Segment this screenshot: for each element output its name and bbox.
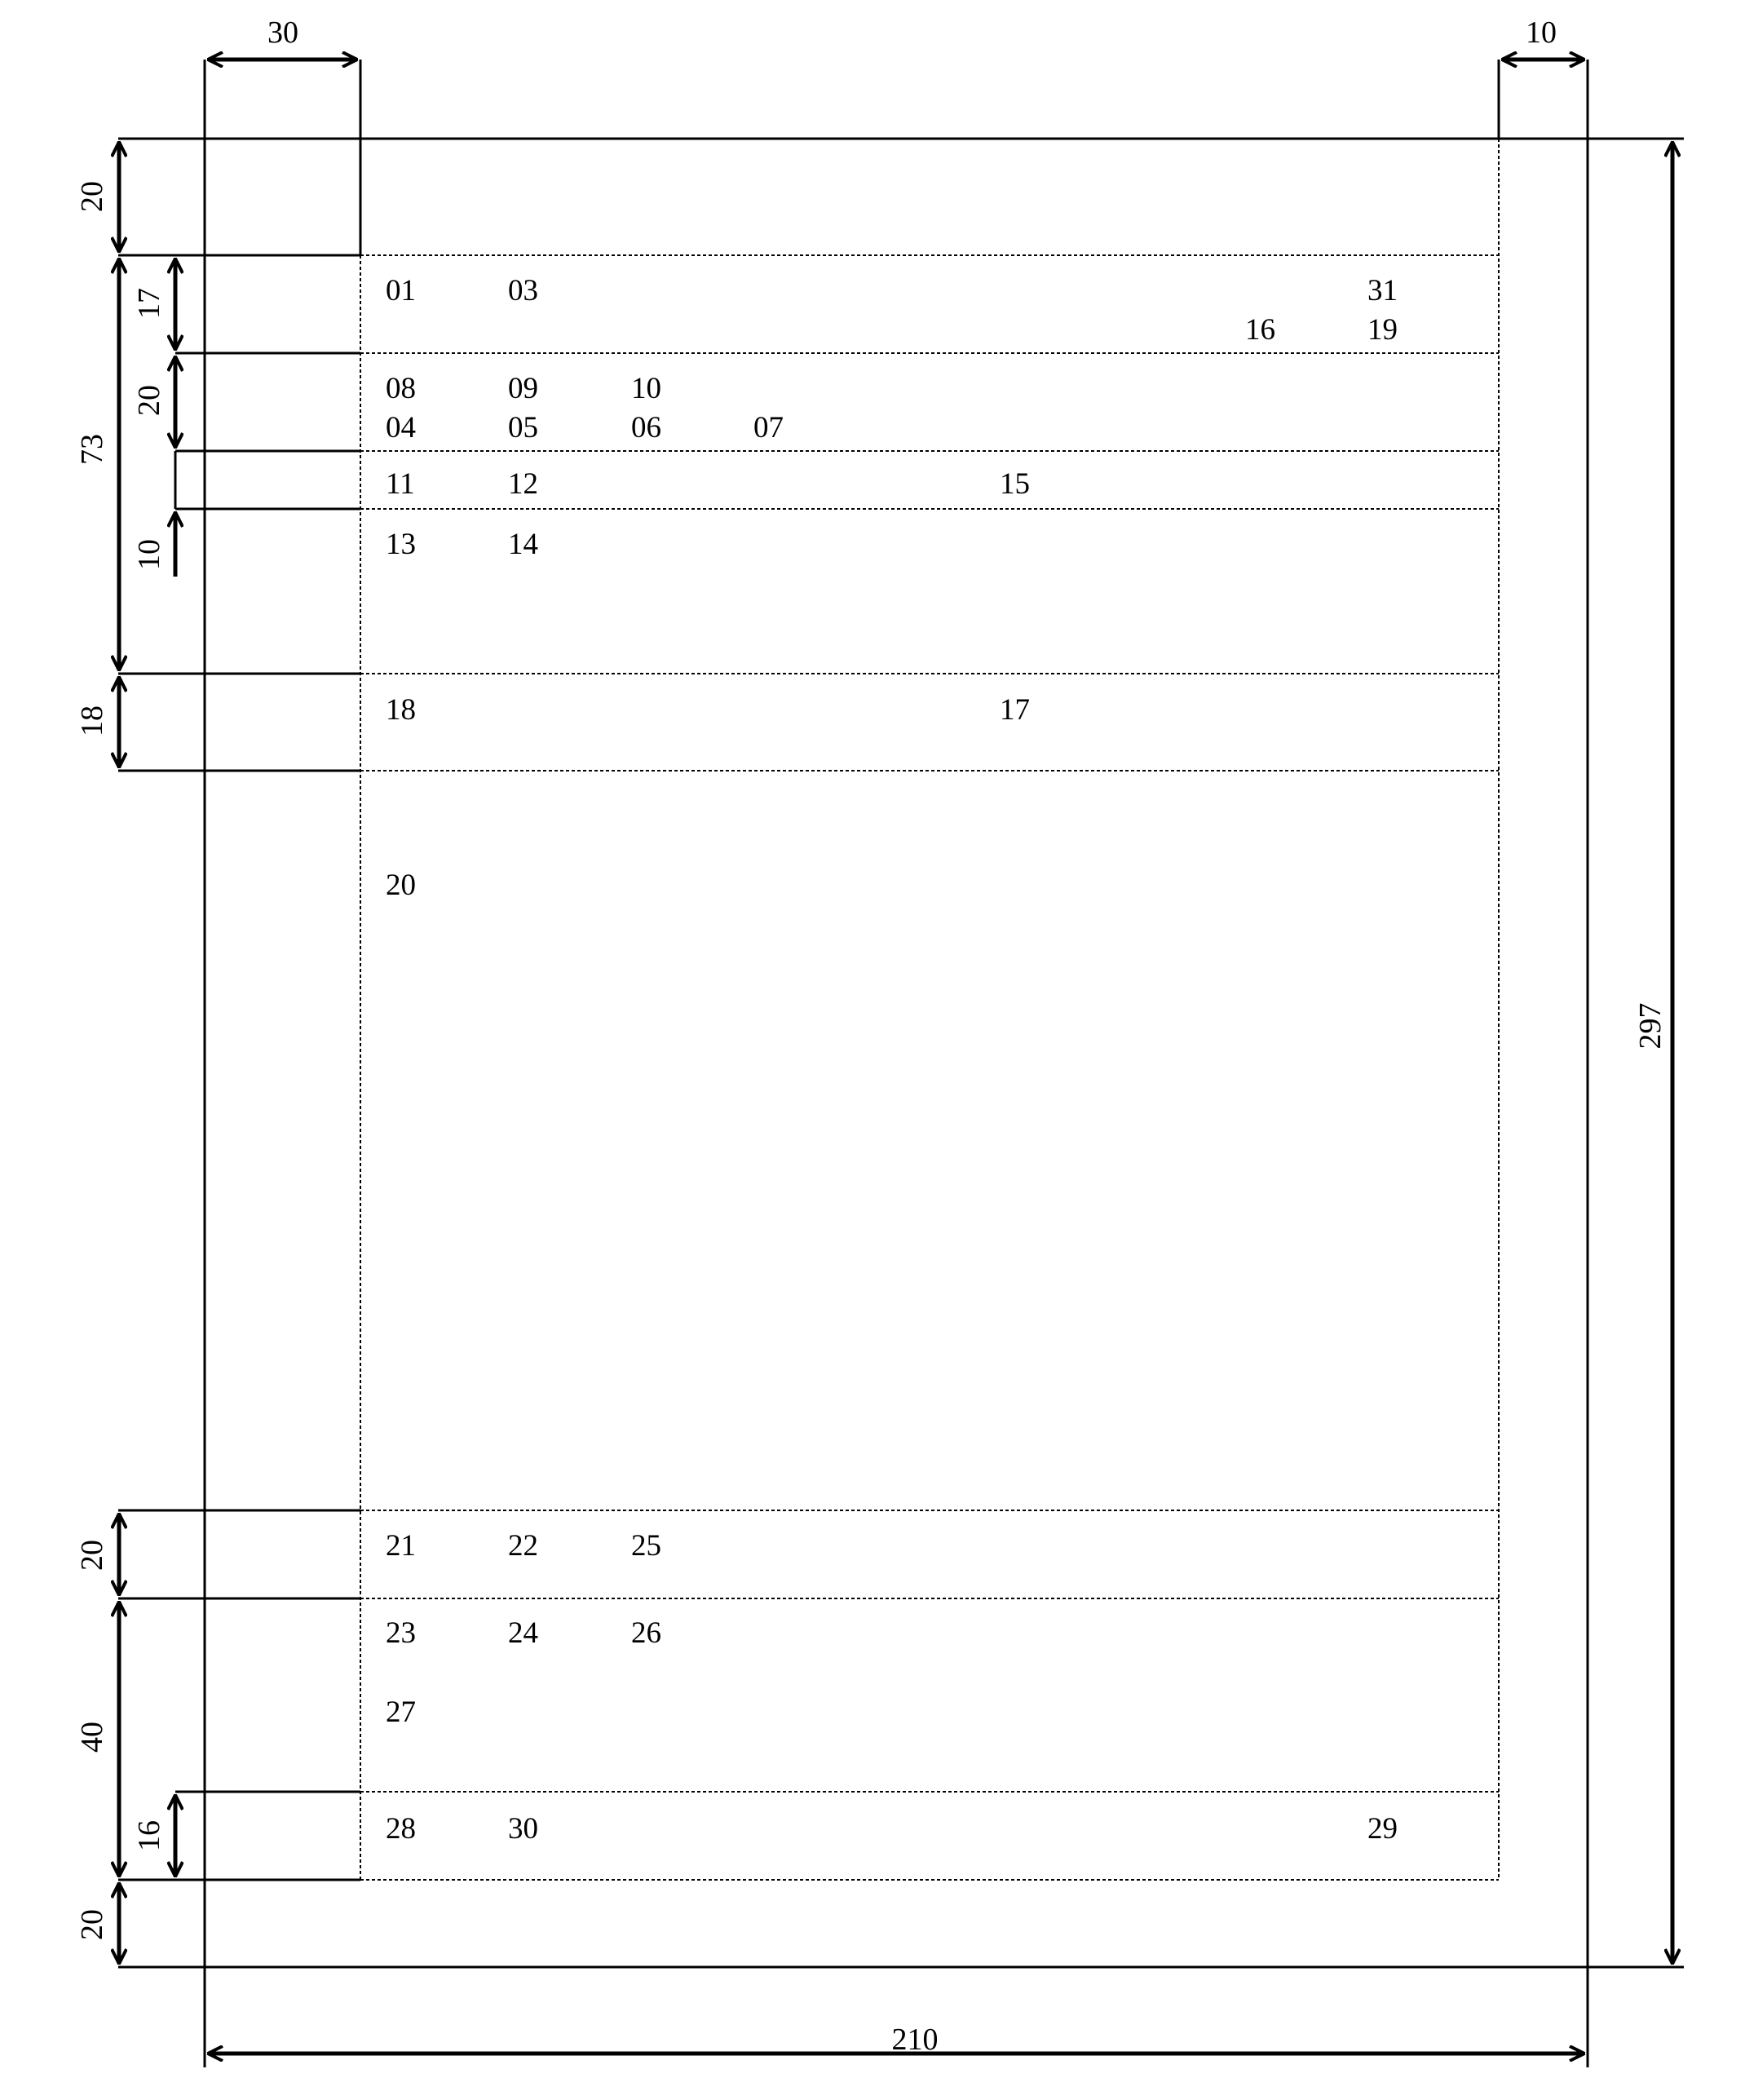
field-17: 17: [1000, 693, 1030, 727]
field-20: 20: [386, 869, 416, 902]
field-09: 09: [508, 372, 538, 405]
row-lines: [118, 255, 1499, 1880]
field-12: 12: [508, 467, 538, 501]
field-26: 26: [631, 1616, 661, 1650]
footer-last-row-label: 16: [132, 1820, 166, 1851]
dimension-arrows: [119, 60, 1672, 2054]
page-frame: [118, 60, 1684, 2067]
field-21: 21: [386, 1529, 416, 1563]
field-numbers: [386, 274, 1398, 1846]
field-06: 06: [631, 411, 661, 444]
field-29: 29: [1367, 1812, 1398, 1846]
field-22: 22: [508, 1529, 538, 1563]
field-08: 08: [386, 372, 416, 405]
row-2-label: 20: [132, 385, 166, 416]
subject-row-label: 18: [75, 705, 109, 736]
field-11: 11: [386, 467, 415, 501]
left-margin-label: 30: [267, 15, 298, 50]
footer-block-label: 40: [75, 1722, 109, 1753]
right-margin-label: 10: [1526, 15, 1557, 50]
field-23: 23: [386, 1616, 416, 1650]
field-28: 28: [386, 1812, 416, 1846]
field-04: 04: [386, 411, 416, 444]
field-10: 10: [631, 372, 661, 405]
field-13: 13: [386, 528, 416, 561]
page-width-label: 210: [891, 2023, 939, 2057]
footer-row-1-label: 20: [75, 1540, 109, 1571]
field-24: 24: [508, 1616, 538, 1650]
field-15: 15: [1000, 467, 1030, 501]
row-3-label: 10: [132, 539, 166, 570]
field-19: 19: [1367, 313, 1398, 347]
top-margin-label: 20: [75, 181, 109, 212]
field-30: 30: [508, 1812, 538, 1846]
bottom-margin-label: 20: [75, 1909, 109, 1940]
field-01: 01: [386, 274, 416, 307]
field-31: 31: [1367, 274, 1398, 307]
field-14: 14: [508, 528, 538, 561]
field-25: 25: [631, 1529, 661, 1563]
page-height-label: 297: [1633, 1002, 1668, 1050]
field-05: 05: [508, 411, 538, 444]
header-block-label: 73: [75, 434, 109, 465]
dimension-labels: [75, 15, 1668, 2057]
field-03: 03: [508, 274, 538, 307]
field-07: 07: [753, 411, 784, 444]
field-27: 27: [386, 1695, 416, 1729]
field-16: 16: [1245, 313, 1275, 347]
row-1-label: 17: [132, 288, 166, 319]
field-18: 18: [386, 693, 416, 727]
